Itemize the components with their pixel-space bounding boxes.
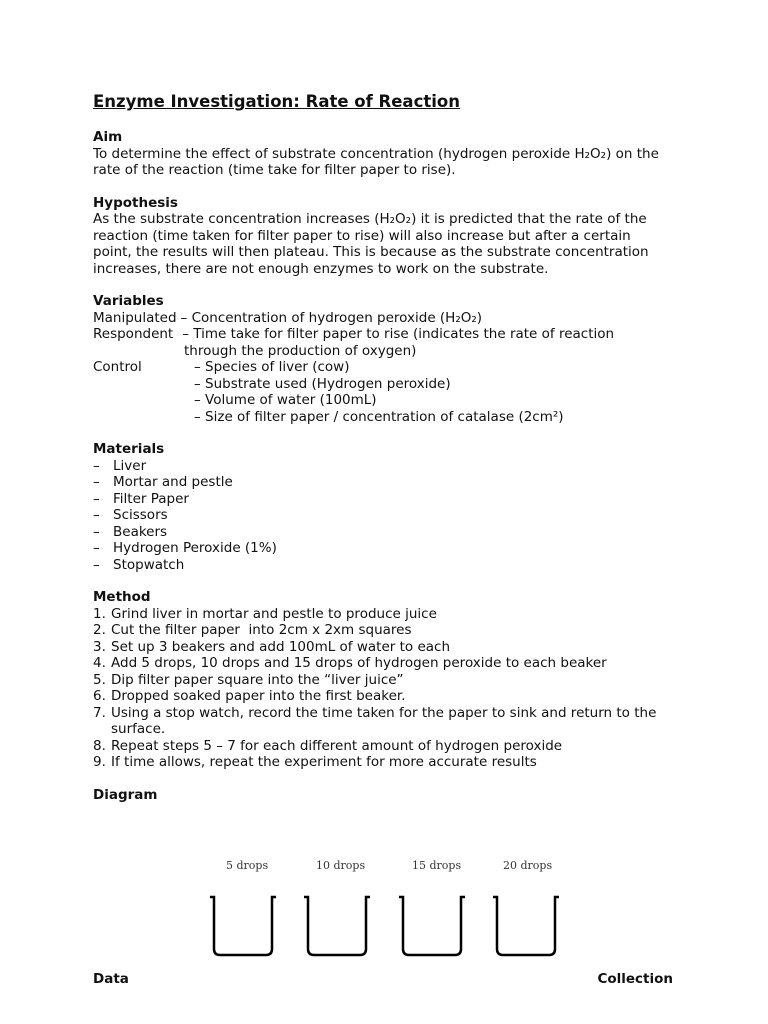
method-step bbox=[93, 622, 673, 639]
manipulated-text: – Concentration of hydrogen peroxide (H₂O₂) bbox=[180, 309, 483, 326]
step-text: Grind liver in mortar and pestle to produce juice bbox=[111, 605, 437, 622]
method-step bbox=[93, 688, 673, 705]
list-item bbox=[93, 524, 673, 541]
list-item bbox=[93, 474, 673, 491]
control-item: – Size of filter paper / concentration of catalase (2cm²) bbox=[194, 408, 564, 425]
materials-list bbox=[93, 458, 673, 574]
material-label: Hydrogen Peroxide (1%) bbox=[113, 540, 277, 556]
step-number: 6. bbox=[93, 688, 106, 704]
step-number: 2. bbox=[93, 622, 106, 638]
bullet-dash: – bbox=[93, 540, 100, 556]
respondent-text-continued: through the production of oxygen) bbox=[184, 342, 417, 359]
aim-heading: Aim bbox=[93, 129, 123, 145]
list-item bbox=[93, 458, 673, 475]
step-text: Dropped soaked paper into the first beaker. bbox=[111, 688, 406, 704]
bullet-dash: – bbox=[93, 556, 100, 573]
control-item: – Volume of water (100mL) bbox=[194, 392, 377, 408]
bullet-dash: – bbox=[93, 457, 100, 474]
step-number: 4. bbox=[93, 655, 106, 671]
material-label: Liver bbox=[113, 457, 147, 474]
method-step bbox=[93, 705, 673, 738]
beaker-label: 5 drops bbox=[226, 859, 269, 872]
step-number: 1. bbox=[93, 605, 106, 622]
document-title: Enzyme Investigation: Rate of Reaction bbox=[93, 92, 460, 111]
beaker-icon bbox=[397, 895, 467, 959]
respondent-text: – Time take for filter paper to rise (indicates the rate of reaction bbox=[182, 326, 615, 342]
hypothesis-text: As the substrate concentration increases (H₂O₂) it is predicted that the rate of the reaction (time taken for filter paper to rise) will also increase but after a certain point, the results will then plateau. This is because as the substrate concentration increases, there are not enough enzymes to work on the substrate. bbox=[93, 211, 649, 277]
method-step bbox=[93, 738, 673, 755]
step-text: Cut the filter paper into 2cm x 2xm squares bbox=[111, 622, 412, 638]
step-text: Dip filter paper square into the “liver juice” bbox=[111, 671, 404, 688]
control-label: Control bbox=[93, 359, 142, 375]
material-label: Mortar and pestle bbox=[113, 474, 233, 490]
step-text: Using a stop watch, record the time taken for the paper to sink and return to the surface. bbox=[111, 704, 657, 737]
list-item bbox=[93, 557, 673, 574]
bullet-dash: – bbox=[93, 507, 100, 523]
document-page bbox=[93, 91, 673, 803]
bullet-dash: – bbox=[93, 490, 100, 507]
list-item bbox=[93, 540, 673, 557]
step-text: Set up 3 beakers and add 100mL of water to each bbox=[111, 638, 451, 655]
beaker-icon bbox=[302, 895, 372, 959]
method-step bbox=[93, 655, 673, 672]
hypothesis-heading: Hypothesis bbox=[93, 194, 178, 211]
beaker-label: 20 drops bbox=[503, 859, 553, 872]
manipulated-variable bbox=[93, 310, 673, 327]
step-text: If time allows, repeat the experiment for more accurate results bbox=[111, 754, 537, 770]
list-item bbox=[93, 507, 673, 524]
bullet-dash: – bbox=[93, 474, 100, 490]
method-step bbox=[93, 606, 673, 623]
control-variables bbox=[93, 359, 673, 425]
beaker-label: 10 drops bbox=[316, 859, 366, 872]
data-heading: Data bbox=[93, 971, 129, 987]
step-number: 5. bbox=[93, 671, 106, 688]
respondent-variable bbox=[93, 326, 673, 343]
material-label: Beakers bbox=[113, 523, 168, 540]
method-heading: Method bbox=[93, 589, 151, 605]
method-step bbox=[93, 754, 673, 771]
material-label: Filter Paper bbox=[113, 490, 189, 507]
step-number: 3. bbox=[93, 638, 106, 655]
step-number: 7. bbox=[93, 704, 106, 721]
step-number: 8. bbox=[93, 737, 106, 754]
manipulated-label: Manipulated bbox=[93, 309, 177, 326]
beaker-icon bbox=[491, 895, 561, 959]
materials-heading: Materials bbox=[93, 441, 165, 457]
collection-heading: Collection bbox=[597, 971, 673, 987]
method-step bbox=[93, 639, 673, 656]
method-list bbox=[93, 606, 673, 771]
material-label: Scissors bbox=[113, 507, 168, 523]
respondent-label: Respondent bbox=[93, 326, 174, 342]
beaker-icon bbox=[208, 895, 278, 959]
step-text: Add 5 drops, 10 drops and 15 drops of hydrogen peroxide to each beaker bbox=[111, 655, 607, 671]
beaker-label: 15 drops bbox=[412, 859, 462, 872]
step-text: Repeat steps 5 – 7 for each different amount of hydrogen peroxide bbox=[111, 737, 563, 754]
bullet-dash: – bbox=[93, 523, 100, 540]
control-item: – Species of liver (cow) bbox=[194, 359, 350, 375]
method-step bbox=[93, 672, 673, 689]
control-item: – Substrate used (Hydrogen peroxide) bbox=[194, 375, 451, 392]
variables-heading: Variables bbox=[93, 293, 164, 309]
material-label: Stopwatch bbox=[113, 556, 185, 573]
diagram-heading: Diagram bbox=[93, 786, 158, 803]
control-list bbox=[194, 359, 564, 425]
step-number: 9. bbox=[93, 754, 106, 770]
aim-text: To determine the effect of substrate concentration (hydrogen peroxide H₂O₂) on the rate of the reaction (time take for filter paper to rise). bbox=[93, 145, 659, 178]
beaker-diagram bbox=[200, 850, 580, 965]
list-item bbox=[93, 491, 673, 508]
